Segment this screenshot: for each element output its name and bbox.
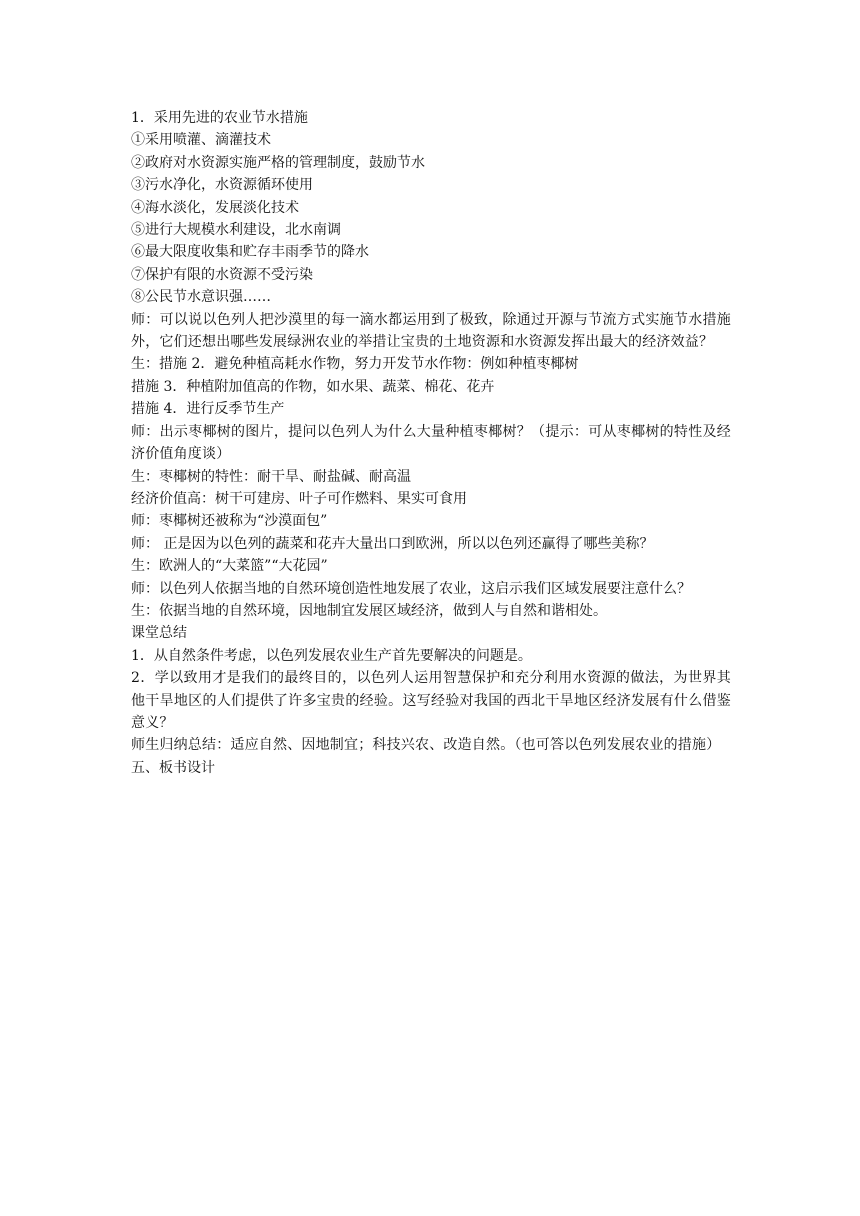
teacher-line: 师：以色列人依据当地的自然环境创造性地发展了农业，这启示我们区域发展要注意什么？ — [131, 580, 691, 597]
student-line: 生：欧洲人的“大菜篮”“大花园” — [131, 558, 328, 575]
teacher-paragraph: 师：出示枣椰树的图片，提问以色列人为什么大量种植枣椰树？（提示：可从枣椰树的特性及经济价值角度谈） — [131, 423, 731, 463]
section-heading: 课堂总结 — [131, 625, 187, 642]
student-line: 生：枣椰树的特性：耐干旱、耐盐碱、耐高温 — [131, 468, 411, 485]
summary-item: 2．学以致用才是我们的最终目的，以色列人运用智慧保护和充分利用水资源的做法，为世界其他干旱地区的人们提供了许多宝贵的经验。这写经验对我国的西北干旱地区经济发展有什么借鉴意义？ — [131, 670, 731, 731]
list-item: ③污水净化，水资源循环使用 — [131, 177, 313, 194]
student-line: 生：依据当地的自然环境，因地制宜发展区域经济，做到人与自然和谐相处。 — [131, 602, 607, 619]
list-item: ⑦保护有限的水资源不受污染 — [131, 266, 313, 283]
list-item: ⑤进行大规模水利建设，北水南调 — [131, 222, 341, 239]
list-item: ②政府对水资源实施严格的管理制度，鼓励节水 — [131, 154, 425, 171]
text-line: 经济价值高：树干可建房、叶子可作燃料、果实可食用 — [131, 490, 467, 507]
summary-item: 1．从自然条件考虑，以色列发展农业生产首先要解决的问题是。 — [131, 647, 532, 664]
heading-water-saving: 1．采用先进的农业节水措施 — [131, 110, 308, 126]
document-body — [131, 107, 731, 779]
teacher-paragraph: 师：可以说以色列人把沙漠里的每一滴水都运用到了极致，除通过开源与节流方式实施节水措施外，它们还想出哪些发展绿洲农业的举措让宝贵的土地资源和水资源发挥出最大的经济效益？ — [131, 311, 731, 351]
teacher-line: 师： 正是因为以色列的蔬菜和花卉大量出口到欧洲，所以以色列还赢得了哪些美称？ — [131, 535, 654, 552]
list-item: ⑥最大限度收集和贮存丰雨季节的降水 — [131, 244, 369, 261]
summary-conclusion: 师生归纳总结：适应自然、因地制宜；科技兴农、改造自然。（也可答以色列发展农业的措施） — [131, 737, 721, 754]
section-heading: 五、板书设计 — [131, 759, 215, 776]
measure-line: 措施 4．进行反季节生产 — [131, 401, 285, 418]
list-item: ④海水淡化，发展淡化技术 — [131, 199, 299, 216]
measure-line: 措施 3．种植附加值高的作物，如水果、蔬菜、棉花、花卉 — [131, 378, 495, 395]
student-line: 生：措施 2．避免种植高耗水作物，努力开发节水作物：例如种植枣椰树 — [131, 356, 579, 373]
teacher-line: 师：枣椰树还被称为“沙漠面包” — [131, 513, 328, 530]
list-item: ①采用喷灌、滴灌技术 — [131, 132, 271, 149]
list-item: ⑧公民节水意识强…… — [131, 289, 271, 306]
